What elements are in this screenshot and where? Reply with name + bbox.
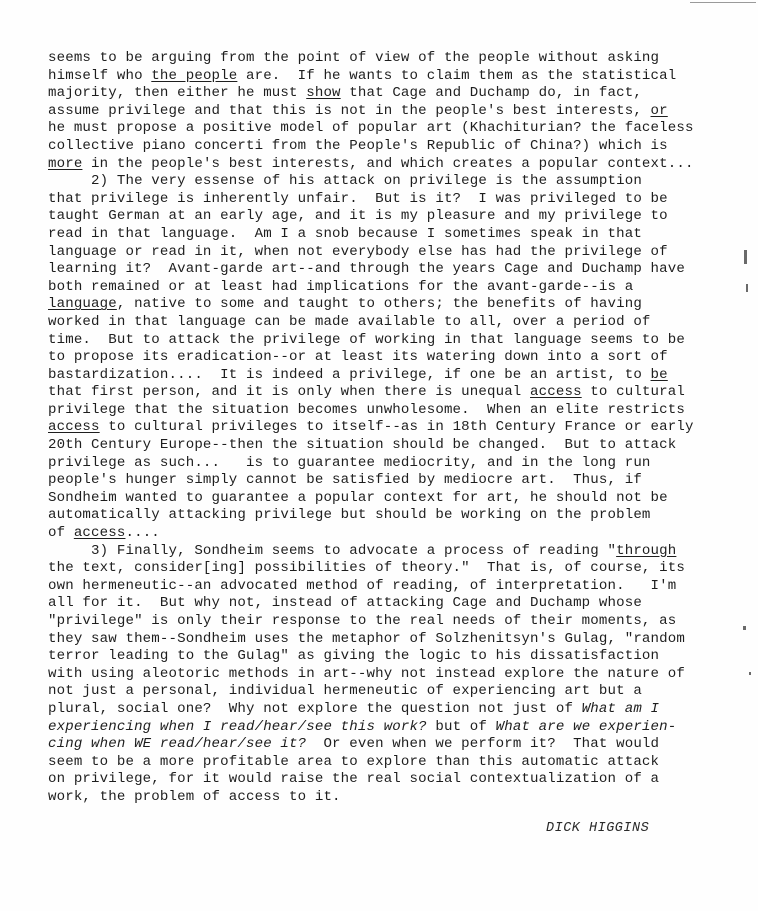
text-line (48, 437, 738, 455)
text-line (48, 261, 738, 279)
text-line (48, 507, 738, 525)
text-span: , native to some and taught to others; the benefits of having (116, 296, 642, 313)
scan-speck (749, 672, 751, 675)
text-span: collective piano concerti from the People's Republic of China?) which is (48, 137, 668, 154)
text-span: privilege that the situation becomes unwholesome. When an elite restricts (48, 401, 685, 418)
underlined-phrase: access (530, 384, 582, 401)
underlined-phrase: more (48, 155, 83, 172)
essay-body (48, 50, 738, 807)
text-span: not just a personal, individual hermeneutic of experiencing art but a (48, 683, 642, 700)
text-span: privilege as such... is to guarantee mediocrity, and in the long run (48, 454, 651, 471)
text-span: 3) Finally, Sondheim seems to advocate a process of reading " (48, 542, 617, 559)
text-line (48, 314, 738, 332)
underlined-phrase: language (48, 296, 117, 313)
text-line (48, 543, 738, 561)
text-span: he must propose a positive model of popular art (Khachiturian? the faceless (48, 120, 694, 137)
text-span: himself who (48, 67, 152, 84)
top-edge-rule (690, 2, 756, 3)
text-span: but of (426, 718, 496, 735)
text-line (48, 525, 738, 543)
underlined-phrase: access (48, 419, 100, 436)
text-line (48, 384, 738, 402)
text-span: worked in that language can be made available to all, over a period of (48, 313, 651, 330)
text-line (48, 472, 738, 490)
text-line (48, 226, 738, 244)
text-line (48, 613, 738, 631)
text-line (48, 296, 738, 314)
text-line (48, 332, 738, 350)
text-line (48, 120, 738, 138)
text-line (48, 631, 738, 649)
text-span: terror leading to the Gulag" as giving the logic to his dissatisfaction (48, 648, 660, 665)
underlined-phrase: the people (151, 67, 238, 84)
italic-phrase: What are we experien- (495, 718, 677, 735)
underlined-phrase: be (650, 366, 668, 383)
text-line (48, 719, 738, 737)
italic-phrase: cing when WE read/hear/see it? (48, 736, 307, 753)
text-line (48, 208, 738, 226)
underlined-phrase: show (306, 85, 341, 102)
text-span: they saw them--Sondheim uses the metaphor of Solzhenitsyn's Gulag, "random (48, 630, 685, 647)
text-line (48, 789, 738, 807)
text-line (48, 402, 738, 420)
text-line (48, 648, 738, 666)
text-line (48, 85, 738, 103)
text-span: of (48, 525, 74, 542)
text-line (48, 173, 738, 191)
scan-speck (743, 626, 746, 630)
text-line (48, 736, 738, 754)
text-span: seems to be arguing from the point of view of the people without asking (48, 50, 660, 66)
text-span: that first person, and it is only when there is unequal (48, 384, 531, 401)
text-span: to propose its eradication--or at least its watering down into a sort of (48, 349, 668, 366)
text-line (48, 349, 738, 367)
text-span: assume privilege and that this is not in the people's best interests, (48, 102, 651, 119)
underlined-phrase: access (73, 525, 126, 542)
text-span: taught German at an early age, and it is my pleasure and my privilege to (48, 208, 668, 225)
text-span: that Cage and Duchamp do, in fact, (340, 85, 642, 102)
text-span: work, the problem of access to it. (48, 788, 341, 805)
text-span: time. But to attack the privilege of working in that language seems to be (48, 331, 685, 348)
text-span: both remained or at least had implications for the avant-garde--is a (48, 278, 634, 295)
text-line (48, 367, 738, 385)
text-span: plural, social one? Why not explore the question not just of (48, 700, 582, 717)
text-line (48, 279, 738, 297)
text-line (48, 771, 738, 789)
text-span: with using aleotoric methods in art--why not instead explore the nature of (48, 665, 685, 682)
text-span: language or read in it, when not everybody else has had the privilege of (48, 243, 668, 260)
text-span: that privilege is inherently unfair. But is it? I was privileged to be (48, 190, 668, 207)
text-span: .... (125, 525, 160, 542)
text-span: 20th Century Europe--then the situation should be changed. But to attack (48, 437, 677, 454)
text-span: Sondheim wanted to guarantee a popular context for art, he should not be (48, 489, 668, 506)
underlined-phrase: or (650, 102, 668, 119)
text-span: all for it. But why not, instead of attacking Cage and Duchamp whose (48, 595, 642, 612)
text-line (48, 244, 738, 262)
text-line (48, 701, 738, 719)
text-span: to cultural (581, 384, 685, 401)
text-line (48, 419, 738, 437)
text-line (48, 683, 738, 701)
text-span: read in that language. Am I a snob because I sometimes speak in that (48, 225, 642, 242)
text-span: own hermeneutic--an advocated method of reading, of interpretation. I'm (48, 577, 677, 594)
text-span: in the people's best interests, and which creates a popular context... (82, 155, 694, 172)
text-span: automatically attacking privilege but should be working on the problem (48, 507, 651, 524)
italic-phrase: experiencing when I read/hear/see this work? (48, 718, 427, 735)
text-span: are. If he wants to claim them as the statistical (237, 67, 677, 84)
scan-speck (744, 250, 747, 264)
text-span: to cultural privileges to itself--as in 18th Century France or early (99, 419, 694, 436)
text-line (48, 103, 738, 121)
italic-phrase: What am I (581, 700, 660, 717)
text-span: majority, then either he must (48, 85, 307, 102)
text-line (48, 560, 738, 578)
text-line (48, 754, 738, 772)
text-span: Or even when we perform it? That would (306, 736, 660, 753)
text-span: 2) The very essense of his attack on privilege is the assumption (48, 173, 642, 190)
text-line (48, 191, 738, 209)
text-span: the text, consider[ing] possibilities of theory." That is, of course, its (48, 560, 685, 577)
text-line (48, 490, 738, 508)
text-line (48, 138, 738, 156)
text-line (48, 595, 738, 613)
text-span: bastardization.... It is indeed a privilege, if one be an artist, to (48, 366, 651, 383)
underlined-phrase: through (616, 542, 677, 559)
text-line (48, 578, 738, 596)
scan-speck (746, 284, 748, 292)
text-line (48, 68, 738, 86)
text-span: people's hunger simply cannot be satisfied by mediocre art. Thus, if (48, 472, 642, 489)
author-signature: DICK HIGGINS (546, 821, 650, 836)
text-line (48, 455, 738, 473)
text-span: seem to be a more profitable area to explore than this automatic attack (48, 753, 660, 770)
text-span: "privilege" is only their response to the real needs of their moments, as (48, 613, 677, 629)
text-line (48, 50, 738, 68)
text-line (48, 666, 738, 684)
text-span: learning it? Avant-garde art--and through the years Cage and Duchamp have (48, 261, 685, 278)
text-line (48, 156, 738, 174)
text-span: on privilege, for it would raise the real social contextualization of a (48, 771, 660, 788)
